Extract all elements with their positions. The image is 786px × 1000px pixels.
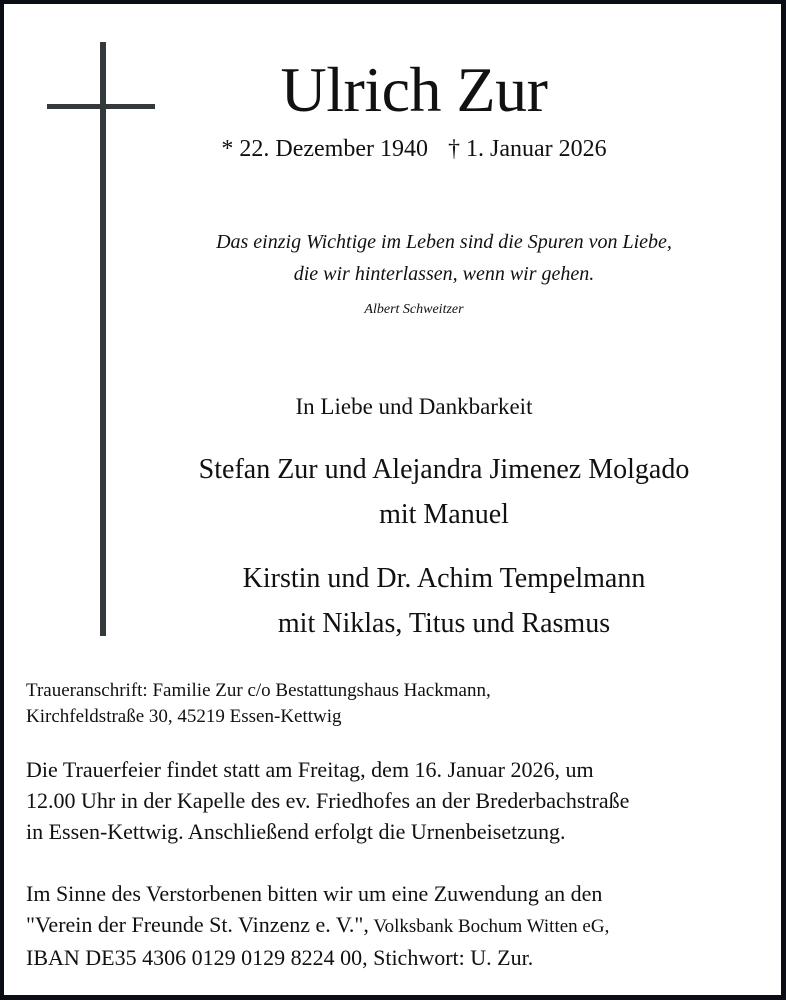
donation-line: IBAN DE35 4306 0129 0129 8224 00, Stichwort: U. Zur. xyxy=(26,945,534,970)
family-line: mit Manuel xyxy=(379,499,509,530)
ceremony-line: Die Trauerfeier findet statt am Freitag, dem 16. Januar 2026, um xyxy=(26,757,594,782)
cross-icon xyxy=(100,42,106,636)
family-line: Stefan Zur und Alejandra Jimenez Molgado xyxy=(198,454,690,485)
deceased-name: Ulrich Zur xyxy=(280,54,548,125)
mourning-address xyxy=(26,678,776,730)
cross-icon-bar xyxy=(47,104,155,109)
ceremony-line: 12.00 Uhr in der Kapelle des ev. Friedhofes an der Brederbachstraße xyxy=(26,788,630,813)
donation-line: Im Sinne des Verstorbenen bitten wir um eine Zuwendung an den xyxy=(26,881,603,906)
quote-line: die wir hinterlassen, wenn wir gehen. xyxy=(293,263,595,285)
dedication: In Liebe und Dankbarkeit xyxy=(295,394,533,419)
address-line: Traueranschrift: Familie Zur c/o Bestattungshaus Hackmann, xyxy=(26,680,491,701)
quote-author: Albert Schweitzer xyxy=(364,302,464,317)
life-dates xyxy=(174,132,654,166)
donation-info xyxy=(26,878,776,973)
donation-line xyxy=(26,909,776,942)
ceremony-info xyxy=(26,754,776,847)
birth-date: * 22. Dezember 1940 xyxy=(221,136,428,162)
family-line: Kirstin und Dr. Achim Tempelmann xyxy=(242,563,646,594)
address-line: Kirchfeldstraße 30, 45219 Essen-Kettwig xyxy=(26,706,342,727)
family-group xyxy=(124,556,764,646)
ceremony-line: in Essen-Kettwig. Anschließend erfolgt die Urnenbeisetzung. xyxy=(26,819,566,844)
obituary-notice xyxy=(4,4,781,995)
family-group xyxy=(124,447,764,537)
quote xyxy=(154,226,734,290)
family-line: mit Niklas, Titus und Rasmus xyxy=(277,608,611,639)
quote-line: Das einzig Wichtige im Leben sind die Spuren von Liebe, xyxy=(216,231,672,253)
charity-name: "Verein der Freunde St. Vinzenz e. V.", xyxy=(26,912,369,937)
death-date: † 1. Januar 2026 xyxy=(447,136,607,162)
bank-name: Volksbank Bochum Witten eG, xyxy=(368,916,610,937)
